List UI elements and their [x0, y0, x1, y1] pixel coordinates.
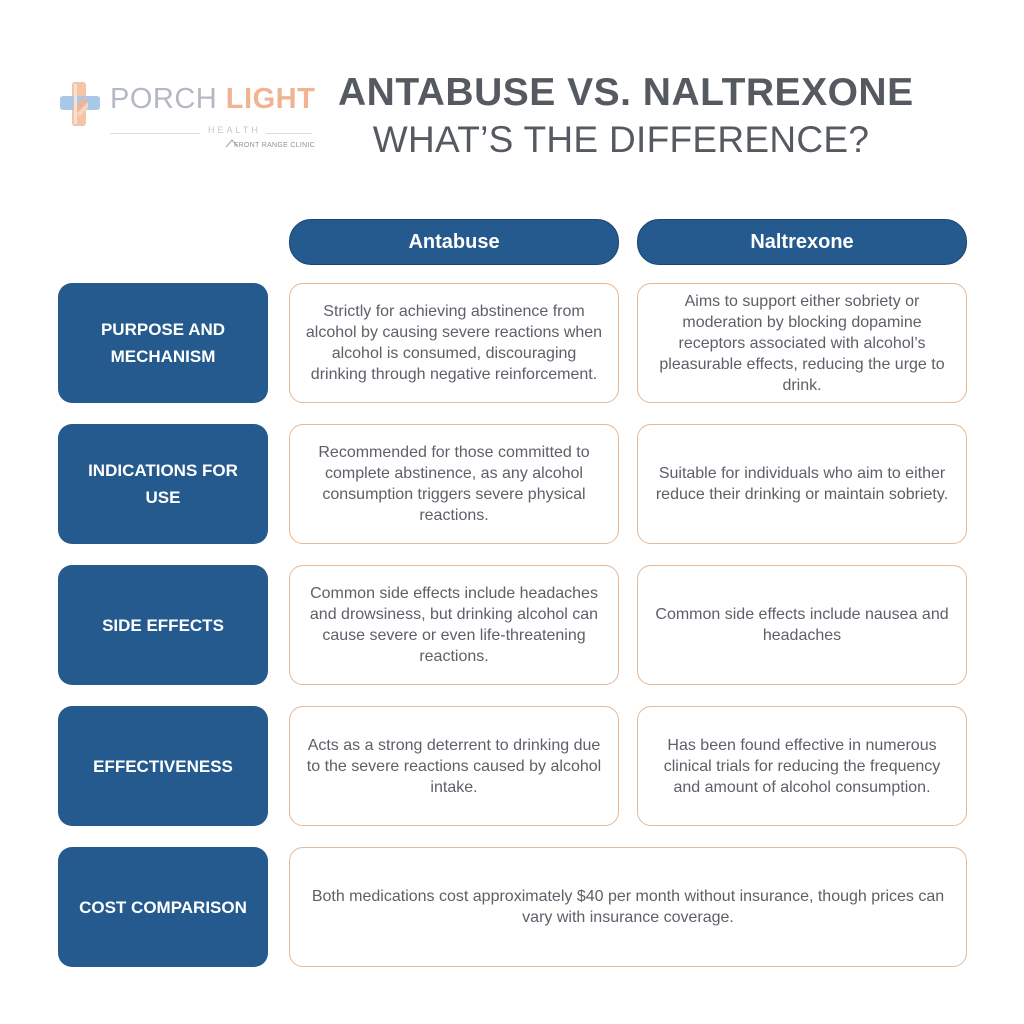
column-header-naltrexone: Naltrexone: [637, 219, 967, 265]
logo-brand-name: [110, 82, 315, 116]
logo-word-porch: PORCH: [110, 83, 218, 115]
cell-naltrexone-purpose: [637, 283, 967, 403]
row-label-cost: COST COMPARISON: [58, 847, 268, 967]
cell-naltrexone-indications: [637, 424, 967, 544]
column-header-antabuse: Antabuse: [289, 219, 619, 265]
cell-antabuse-effectiveness: [289, 706, 619, 826]
cell-text: Aims to support either sobriety or moderation by blocking dopamine receptors associated with alcohol’s pleasurable effects, reducing the urge to drink.: [659, 292, 945, 394]
logo-subtitle: HEALTH: [208, 125, 261, 135]
logo-clinic-name: FRONT RANGE CLINIC: [234, 142, 316, 149]
cell-antabuse-purpose: [289, 283, 619, 403]
cell-text: Strictly for achieving abstinence from alcohol by causing severe reactions when alcohol is consumed, discouraging drinking through negative reinforcement.: [305, 303, 603, 383]
row-label-purpose: PURPOSE AND MECHANISM: [58, 283, 268, 403]
cell-text: Recommended for those committed to complete abstinence, as any alcohol consumption triggers severe physical reactions.: [318, 444, 590, 524]
cell-text: Suitable for individuals who aim to either reduce their drinking or maintain sobriety.: [655, 465, 949, 503]
cell-cost-comparison: [289, 847, 967, 967]
cell-text: Acts as a strong deterrent to drinking due to the severe reactions caused by alcohol intake.: [306, 736, 602, 796]
cell-text: Common side effects include nausea and headaches: [655, 606, 949, 644]
porch-light-health-logo: [58, 80, 314, 160]
cell-text: Has been found effective in numerous clinical trials for reducing the frequency and amount of alcohol consumption.: [663, 736, 941, 796]
cell-text: Common side effects include headaches and drowsiness, but drinking alcohol can cause severe or even life-threatening reactions.: [309, 585, 599, 665]
cell-text: Both medications cost approximately $40 per month without insurance, though prices can vary with insurance coverage.: [311, 888, 945, 926]
row-label-side-effects: SIDE EFFECTS: [58, 565, 268, 685]
cell-antabuse-indications: [289, 424, 619, 544]
cell-naltrexone-effectiveness: [637, 706, 967, 826]
logo-word-light: LIGHT: [225, 83, 316, 115]
health-cross-icon: [58, 80, 106, 130]
page-subtitle: WHAT’S THE DIFFERENCE?: [372, 119, 870, 160]
row-label-indications: INDICATIONS FOR USE: [58, 424, 268, 544]
page-title: ANTABUSE VS. NALTREXONE: [338, 71, 914, 114]
logo-rule-left: [110, 133, 200, 134]
cell-antabuse-side-effects: [289, 565, 619, 685]
cell-naltrexone-side-effects: [637, 565, 967, 685]
row-label-effectiveness: EFFECTIVENESS: [58, 706, 268, 826]
logo-rule-right: [266, 133, 312, 134]
